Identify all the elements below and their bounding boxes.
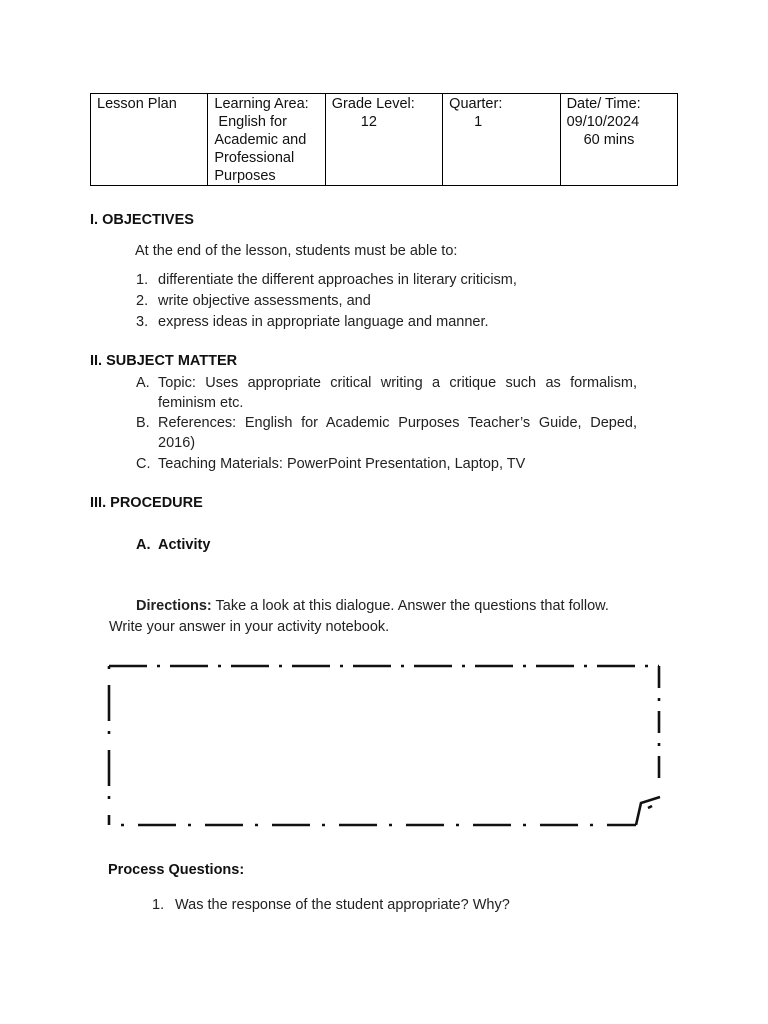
process-questions-heading: Process Questions: xyxy=(108,862,245,878)
grade-level-value: 12 xyxy=(360,114,377,130)
objective-item: express ideas in appropriate language and manner. xyxy=(158,314,489,330)
objective-number: 1. xyxy=(136,272,149,288)
objective-number: 3. xyxy=(136,314,149,330)
objectives-intro: At the end of the lesson, students must be able to: xyxy=(135,243,458,259)
question-number: 1. xyxy=(152,897,165,913)
learning-area-value-line: Professional xyxy=(214,150,295,166)
directions-body: Take a look at this dialogue. Answer the questions that follow. xyxy=(211,598,609,614)
date-time-label: Date/ Time: xyxy=(566,96,641,112)
learning-area-value-line: Purposes xyxy=(214,168,276,184)
subject-letter: A. xyxy=(136,375,150,391)
subject-topic: Topic: Uses appropriate critical writing a critique such as formalism, feminism etc. xyxy=(158,375,637,411)
subject-letter: B. xyxy=(136,415,150,431)
grade-level-label: Grade Level: xyxy=(331,96,415,112)
directions-label: Directions: xyxy=(136,598,212,614)
directions-line2: Write your answer in your activity notebook. xyxy=(109,619,390,635)
subject-materials: Teaching Materials: PowerPoint Presentation, Laptop, TV xyxy=(158,456,526,472)
subject-letter: C. xyxy=(136,456,151,472)
activity-heading: Activity xyxy=(158,537,211,553)
objective-number: 2. xyxy=(136,293,149,309)
subject-references: References: English for Academic Purposes Teacher’s Guide, Deped, 2016) xyxy=(158,415,637,451)
quarter-label: Quarter: xyxy=(449,96,503,112)
date-value: 09/10/2024 xyxy=(566,114,640,130)
time-value: 60 mins xyxy=(583,132,635,148)
learning-area-value-line: Academic and xyxy=(214,132,307,148)
dialogue-box-folded-corner xyxy=(636,797,660,825)
procedure-heading: III. PROCEDURE xyxy=(90,495,203,511)
objectives-heading: I. OBJECTIVES xyxy=(90,212,194,228)
learning-area-label: Learning Area: xyxy=(214,96,309,112)
objective-item: differentiate the different approaches in literary criticism, xyxy=(158,272,517,288)
quarter-value: 1 xyxy=(474,114,483,130)
lesson-plan-label: Lesson Plan xyxy=(97,96,177,112)
subject-matter-heading: II. SUBJECT MATTER xyxy=(90,353,238,369)
activity-letter: A. xyxy=(136,537,151,553)
process-question: Was the response of the student appropriate? Why? xyxy=(175,897,510,913)
dialogue-box-corner-dot xyxy=(648,806,652,808)
learning-area-value-line: English for xyxy=(214,114,287,130)
objective-item: write objective assessments, and xyxy=(158,293,371,309)
